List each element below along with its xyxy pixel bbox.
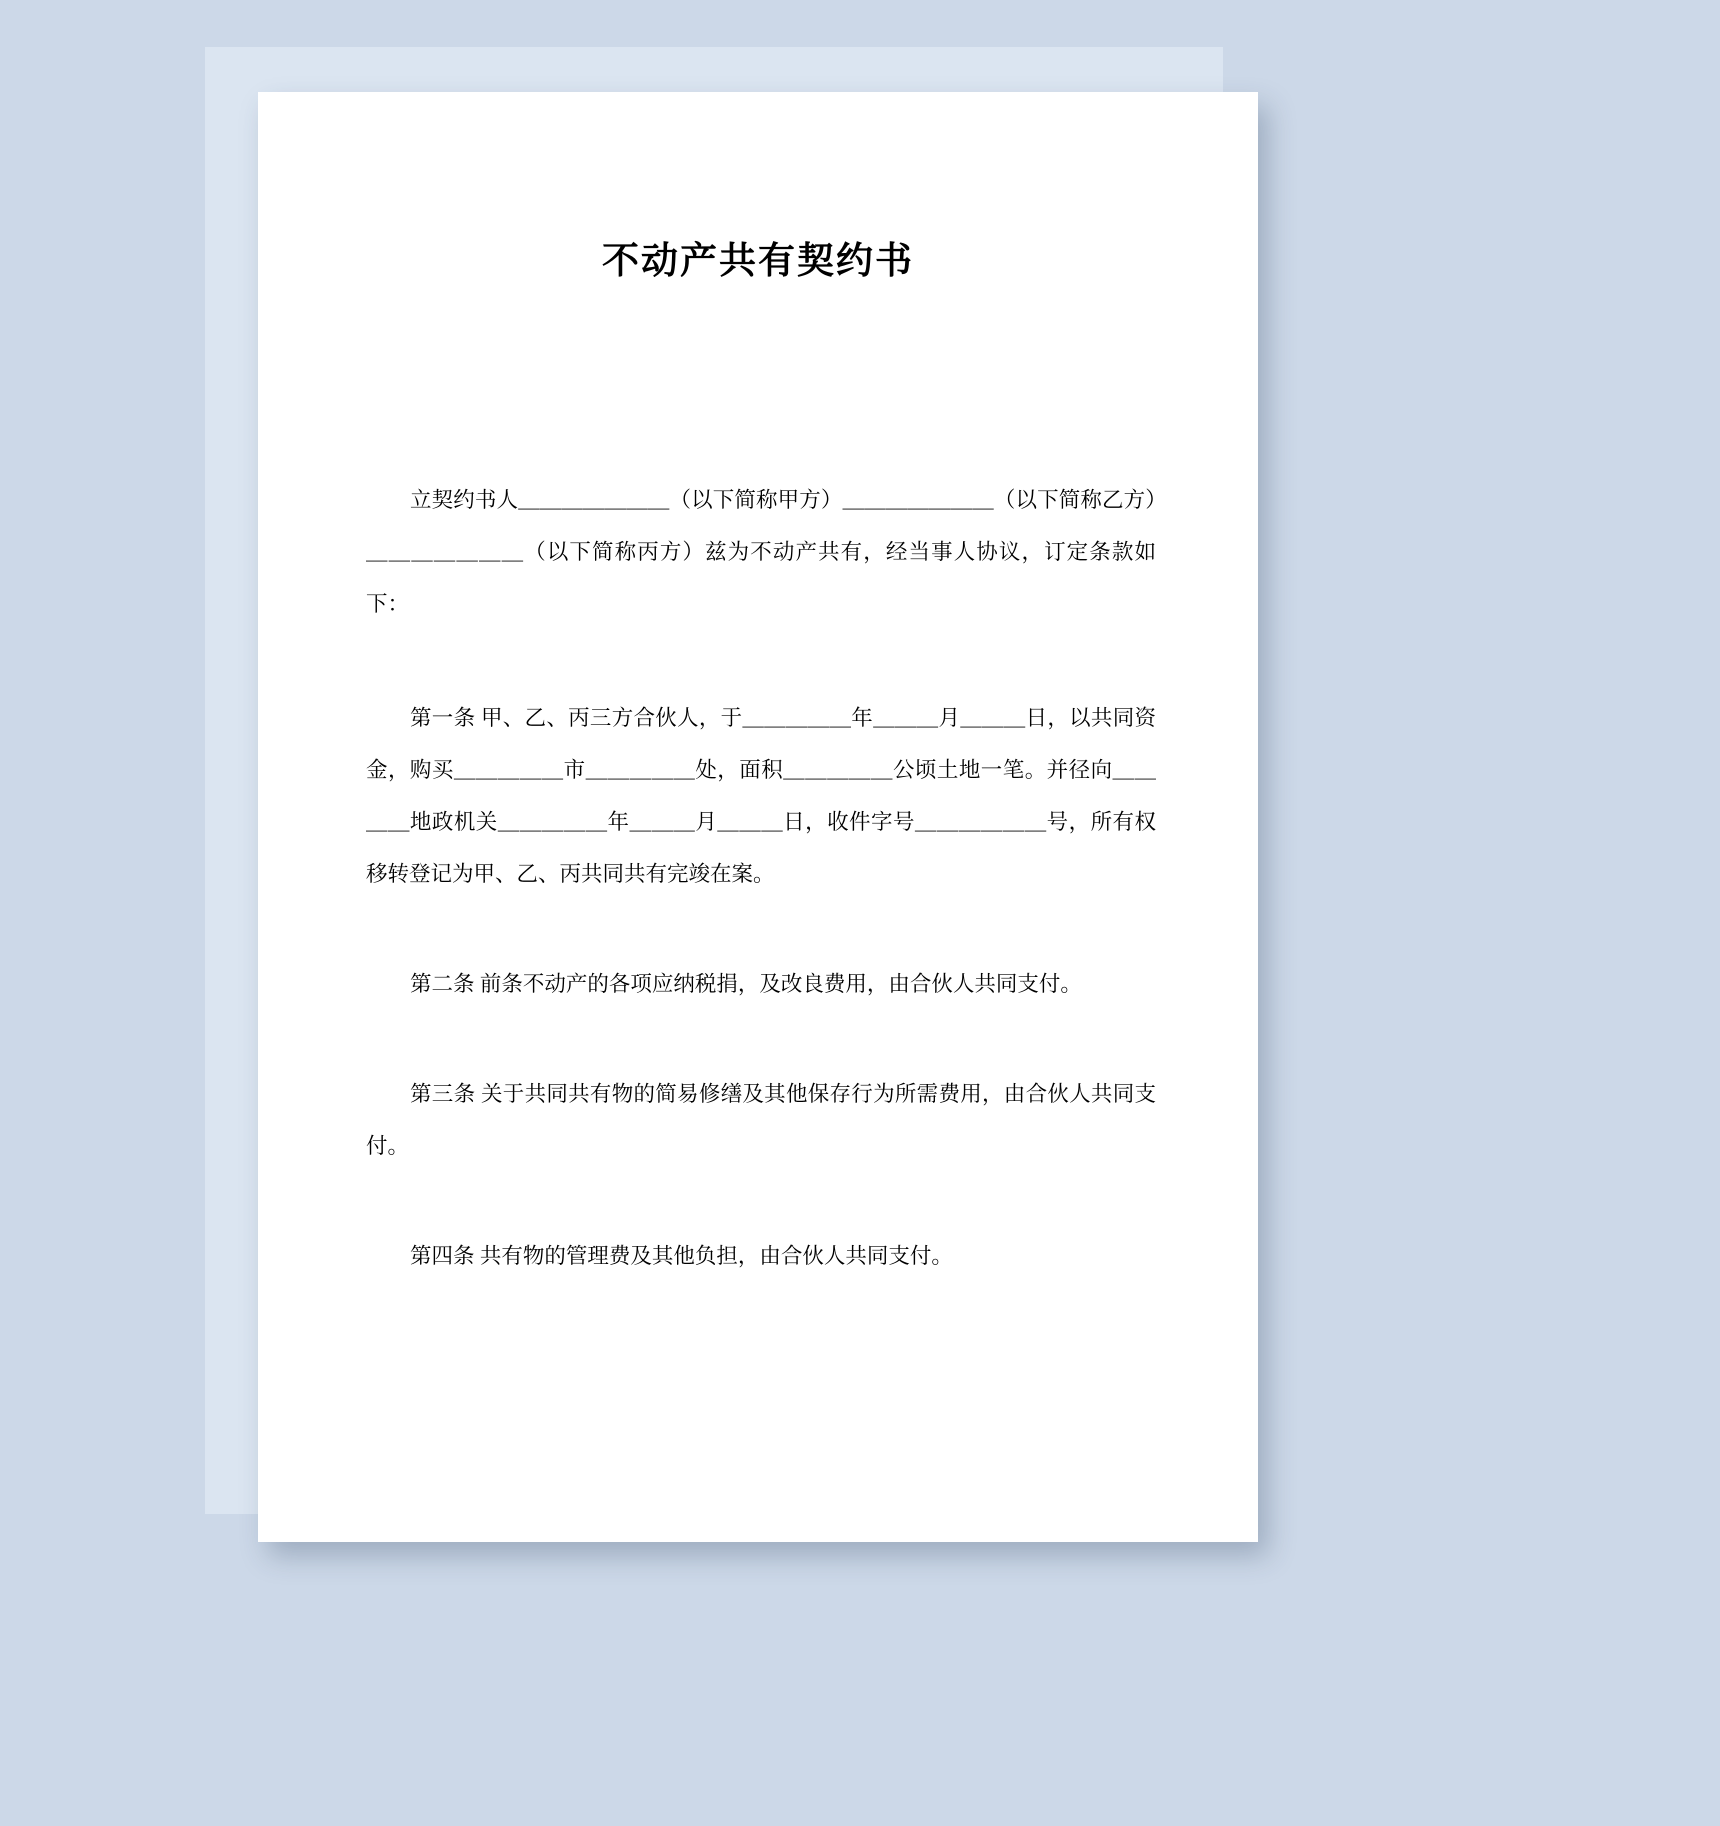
paragraph-article-1: 第一条 甲、乙、丙三方合伙人，于＿＿＿＿＿年＿＿＿月＿＿＿日，以共同资金，购买＿＿＿＿＿市＿＿＿＿＿处，面积＿＿＿＿＿公顷土地一笔。并径向＿＿＿＿地政机关＿＿＿＿＿年＿＿＿月＿＿＿日，收件字号＿＿＿＿＿＿号，所有权移转登记为甲、乙、丙共同共有完竣在案。 <box>366 706 1156 886</box>
spacer <box>366 630 1156 692</box>
paragraph-preamble: 立契约书人＿＿＿＿＿＿＿（以下简称甲方）＿＿＿＿＿＿＿（以下简称乙方）＿＿＿＿＿＿＿（以下简称丙方）兹为不动产共有，经当事人协议，订定条款如下： <box>366 488 1156 616</box>
paragraph-article-2: 第二条 前条不动产的各项应纳税捐，及改良费用，由合伙人共同支付。 <box>410 972 1082 996</box>
document-body <box>366 474 1156 1282</box>
document-page <box>258 92 1258 1542</box>
page-title: 不动产共有契约书 <box>602 239 914 282</box>
spacer <box>366 1172 1156 1230</box>
paragraph-article-4: 第四条 共有物的管理费及其他负担，由合伙人共同支付。 <box>410 1244 953 1268</box>
spacer <box>366 900 1156 958</box>
paragraph-article-3: 第三条 关于共同共有物的简易修缮及其他保存行为所需费用，由合伙人共同支付。 <box>366 1082 1156 1158</box>
spacer <box>366 1010 1156 1068</box>
